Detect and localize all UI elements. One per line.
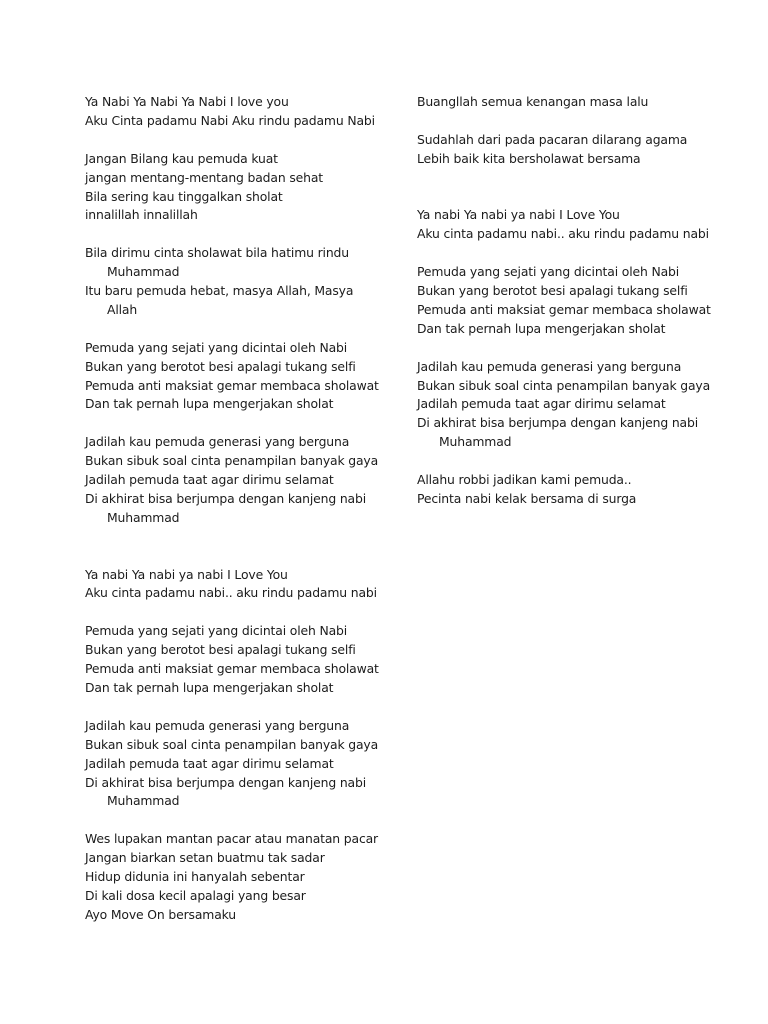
lyric-line: Jadilah kau pemuda generasi yang berguna [85, 434, 350, 450]
lyric-line: Jadilah pemuda taat agar dirimu selamat [85, 472, 334, 488]
lyric-stanza [417, 263, 737, 339]
stanza-spacer [85, 547, 405, 566]
lyric-stanza [417, 471, 737, 509]
lyric-line: Pemuda anti maksiat gemar membaca sholawat [85, 377, 379, 393]
lyric-line: Muhammad [107, 264, 180, 280]
lyric-stanza [85, 830, 405, 925]
lyric-stanza [85, 93, 405, 131]
lyric-line: Dan tak pernah lupa mengerjakan sholat [85, 396, 334, 412]
lyric-line: Bukan yang berotot besi apalagi tukang selfi [85, 358, 356, 374]
lyric-line: Muhammad [107, 509, 180, 525]
lyric-line: Ayo Move On bersamaku [85, 906, 236, 922]
lyric-line: Muhammad [107, 793, 180, 809]
left-column [85, 93, 405, 944]
lyric-line: Pemuda yang sejati yang dicintai oleh Nabi [85, 623, 348, 639]
lyric-line: Pemuda yang sejati yang dicintai oleh Nabi [85, 339, 348, 355]
lyric-line: Di akhirat bisa berjumpa dengan kanjeng nabi [85, 490, 366, 506]
lyric-stanza [85, 622, 405, 698]
lyric-stanza [85, 566, 405, 604]
lyric-line: Allah [107, 301, 138, 317]
lyric-line: Ya Nabi Ya Nabi Ya Nabi I love you [85, 94, 289, 109]
lyric-line: Jangan biarkan setan buatmu tak sadar [85, 850, 325, 866]
lyric-line: Buangllah semua kenangan masa lalu [417, 94, 649, 109]
lyric-line: Allahu robbi jadikan kami pemuda.. [417, 472, 632, 488]
lyric-line: innalillah innalillah [85, 207, 198, 223]
lyric-line: Lebih baik kita bersholawat bersama [417, 150, 641, 166]
lyric-stanza [85, 433, 405, 528]
lyric-line: Dan tak pernah lupa mengerjakan sholat [85, 679, 334, 695]
lyric-stanza [85, 339, 405, 415]
right-column [417, 93, 737, 528]
lyric-line: Pemuda anti maksiat gemar membaca sholawat [417, 301, 711, 317]
lyric-line: Bukan yang berotot besi apalagi tukang selfi [85, 642, 356, 658]
lyric-line: Dan tak pernah lupa mengerjakan sholat [417, 320, 666, 336]
lyric-line: Jadilah pemuda taat agar dirimu selamat [417, 396, 666, 412]
lyric-line: jangan mentang-mentang badan sehat [85, 169, 323, 185]
lyric-line: Pecinta nabi kelak bersama di surga [417, 490, 637, 506]
lyric-stanza [417, 206, 737, 244]
lyric-line: Bukan sibuk soal cinta penampilan banyak gaya [85, 453, 379, 469]
lyric-line: Jangan Bilang kau pemuda kuat [85, 150, 278, 166]
lyric-line: Di akhirat bisa berjumpa dengan kanjeng nabi [85, 774, 366, 790]
lyric-line: Bukan sibuk soal cinta penampilan banyak gaya [417, 377, 711, 393]
lyric-stanza [85, 150, 405, 226]
lyric-line: Bukan yang berotot besi apalagi tukang selfi [417, 283, 688, 298]
lyric-line: Bila dirimu cinta sholawat bila hatimu rindu [85, 245, 349, 261]
lyric-line: Pemuda anti maksiat gemar membaca sholawat [85, 661, 379, 677]
lyric-stanza [85, 244, 405, 320]
lyric-line: Di kali dosa kecil apalagi yang besar [85, 887, 306, 903]
lyric-line: Pemuda yang sejati yang dicintai oleh Nabi [417, 264, 680, 280]
stanza-spacer [417, 188, 737, 207]
lyric-line: Bukan sibuk soal cinta penampilan banyak gaya [85, 736, 379, 752]
lyric-line: Bila sering kau tinggalkan sholat [85, 188, 283, 204]
lyric-stanza [417, 358, 737, 453]
lyric-line: Muhammad [439, 434, 512, 450]
lyric-stanza [417, 93, 737, 112]
lyric-line: Wes lupakan mantan pacar atau manatan pacar [85, 831, 378, 847]
lyric-line: Jadilah pemuda taat agar dirimu selamat [85, 755, 334, 771]
lyric-stanza [417, 131, 737, 169]
lyric-line: Aku Cinta padamu Nabi Aku rindu padamu Nabi [85, 112, 375, 128]
lyric-line: Ya nabi Ya nabi ya nabi I Love You [85, 566, 288, 582]
lyric-line: Jadilah kau pemuda generasi yang berguna [417, 358, 682, 374]
lyric-line: Itu baru pemuda hebat, masya Allah, Masya [85, 283, 354, 299]
lyric-line: Di akhirat bisa berjumpa dengan kanjeng nabi [417, 415, 698, 431]
lyric-line: Aku cinta padamu nabi.. aku rindu padamu nabi [85, 585, 377, 601]
lyric-line: Aku cinta padamu nabi.. aku rindu padamu nabi [417, 226, 709, 242]
lyric-line: Sudahlah dari pada pacaran dilarang agama [417, 131, 688, 147]
lyric-line: Jadilah kau pemuda generasi yang berguna [85, 717, 350, 733]
lyric-line: Hidup didunia ini hanyalah sebentar [85, 869, 305, 885]
lyric-line: Ya nabi Ya nabi ya nabi I Love You [417, 207, 620, 223]
lyric-stanza [85, 717, 405, 812]
